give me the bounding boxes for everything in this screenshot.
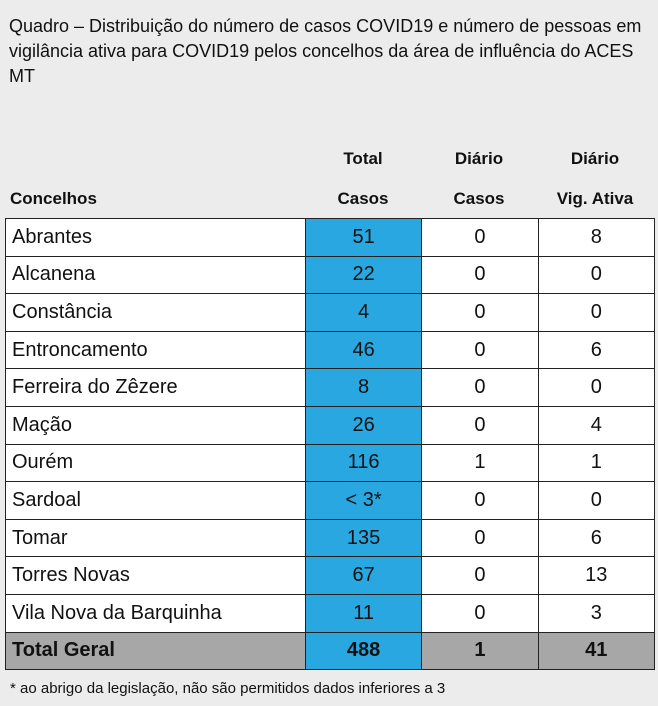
header-diario-casos-line2: Casos	[453, 189, 505, 208]
cell-diario-vig: 1	[538, 444, 654, 482]
cell-total-casos: < 3*	[305, 482, 421, 520]
total-row-diario-vig: 41	[538, 632, 654, 670]
cell-diario-vig: 6	[538, 331, 654, 369]
table-row	[6, 444, 655, 482]
table-row	[6, 557, 655, 595]
cell-diario-vig: 6	[538, 519, 654, 557]
table-header	[0, 140, 658, 218]
table-row	[6, 482, 655, 520]
table-row	[6, 519, 655, 557]
cell-concelho: Mação	[6, 406, 306, 444]
footnote: * ao abrigo da legislação, não são permitidos dados inferiores a 3	[10, 680, 446, 697]
total-row	[6, 632, 655, 670]
cell-total-casos: 11	[305, 594, 421, 632]
cell-concelho: Tomar	[6, 519, 306, 557]
cell-total-casos: 116	[305, 444, 421, 482]
covid-cases-table	[5, 218, 655, 670]
cell-diario-casos: 0	[422, 331, 538, 369]
header-diario-casos-line1: Diário	[454, 149, 504, 168]
cell-diario-casos: 0	[422, 557, 538, 595]
cell-diario-vig: 4	[538, 406, 654, 444]
cell-diario-casos: 0	[422, 406, 538, 444]
cell-diario-casos: 0	[422, 369, 538, 407]
header-total-line2: Casos	[337, 189, 389, 208]
cell-concelho: Abrantes	[6, 219, 306, 257]
cell-total-casos: 4	[305, 294, 421, 332]
cell-diario-vig: 13	[538, 557, 654, 595]
table-caption: Quadro – Distribuição do número de casos COVID19 e número de pessoas em vigilância ativa para COVID19 pelos concelhos da área de influência do ACES MT	[9, 16, 642, 86]
cell-total-casos: 135	[305, 519, 421, 557]
cell-diario-vig: 0	[538, 369, 654, 407]
table-row	[6, 256, 655, 294]
total-row-diario-casos: 1	[422, 632, 538, 670]
table-row	[6, 219, 655, 257]
cell-concelho: Sardoal	[6, 482, 306, 520]
cell-concelho: Entroncamento	[6, 331, 306, 369]
cell-diario-casos: 0	[422, 294, 538, 332]
cell-concelho: Vila Nova da Barquinha	[6, 594, 306, 632]
table-row	[6, 594, 655, 632]
cell-total-casos: 22	[305, 256, 421, 294]
table-row	[6, 406, 655, 444]
cell-diario-casos: 0	[422, 219, 538, 257]
cell-concelho: Constância	[6, 294, 306, 332]
cell-diario-casos: 0	[422, 519, 538, 557]
cell-total-casos: 67	[305, 557, 421, 595]
table-row	[6, 369, 655, 407]
cell-diario-casos: 0	[422, 482, 538, 520]
cell-diario-vig: 3	[538, 594, 654, 632]
total-row-label: Total Geral	[6, 632, 306, 670]
cell-total-casos: 8	[305, 369, 421, 407]
cell-concelho: Ferreira do Zêzere	[6, 369, 306, 407]
cell-diario-casos: 1	[422, 444, 538, 482]
header-concelhos: Concelhos	[10, 189, 97, 208]
cell-concelho: Ourém	[6, 444, 306, 482]
cell-diario-vig: 0	[538, 294, 654, 332]
cell-concelho: Torres Novas	[6, 557, 306, 595]
cell-diario-casos: 0	[422, 256, 538, 294]
cell-diario-casos: 0	[422, 594, 538, 632]
cell-diario-vig: 0	[538, 256, 654, 294]
cell-concelho: Alcanena	[6, 256, 306, 294]
header-diario-vig-line1: Diário	[570, 149, 620, 168]
header-diario-vig-line2: Vig. Ativa	[556, 189, 634, 208]
cell-total-casos: 46	[305, 331, 421, 369]
total-row-casos: 488	[305, 632, 421, 670]
cell-total-casos: 51	[305, 219, 421, 257]
cell-diario-vig: 0	[538, 482, 654, 520]
table-row	[6, 294, 655, 332]
header-total-line1: Total	[343, 149, 383, 168]
table-row	[6, 331, 655, 369]
cell-diario-vig: 8	[538, 219, 654, 257]
cell-total-casos: 26	[305, 406, 421, 444]
